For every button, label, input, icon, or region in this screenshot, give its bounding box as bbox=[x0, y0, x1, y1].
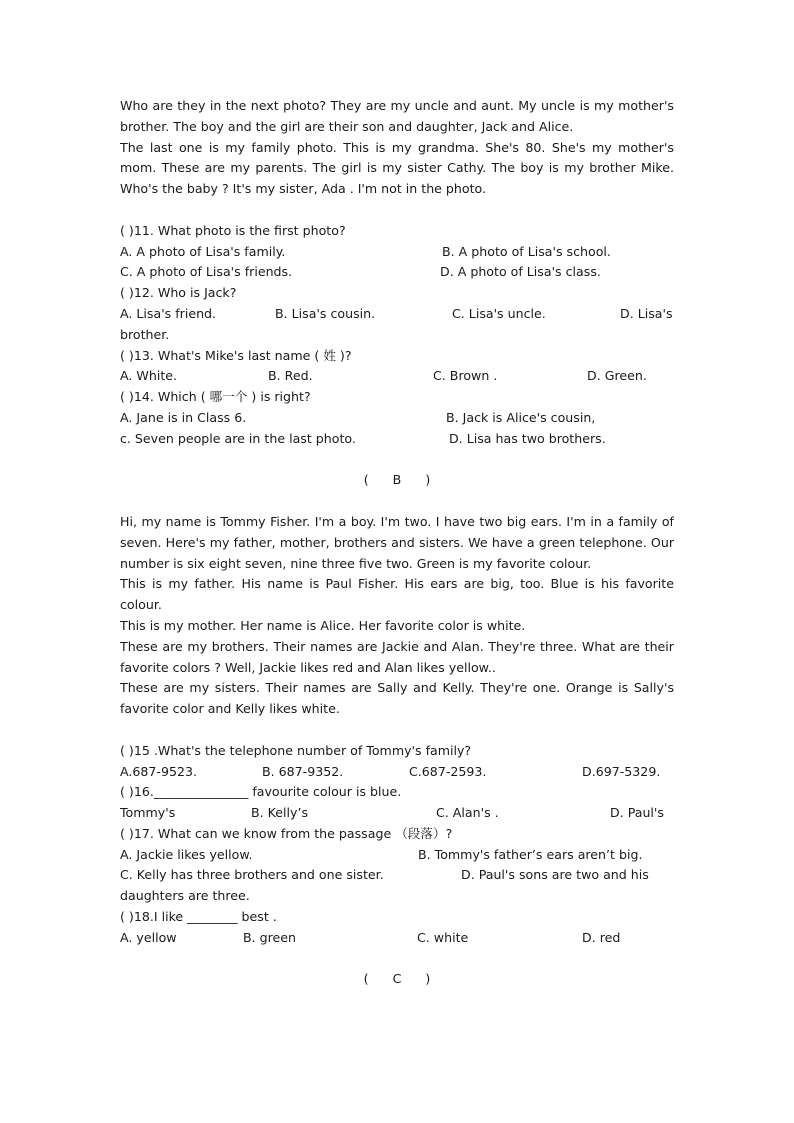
section-b-heading: ( B ) bbox=[363, 472, 431, 488]
question-12-option-d-continued: brother. bbox=[120, 326, 170, 342]
question-12-option-b: B. Lisa's cousin. bbox=[275, 305, 376, 321]
question-13-option-d: D. Green. bbox=[587, 368, 647, 384]
question-17-option-a: A. Jackie likes yellow. bbox=[120, 846, 253, 862]
question-11-options-row-2 bbox=[120, 262, 674, 283]
question-16-options-row bbox=[120, 803, 674, 824]
passage-b-paragraph-3: This is my mother. Her name is Alice. Her favorite color is white. bbox=[120, 617, 526, 633]
question-13-option-b: B. Red. bbox=[268, 368, 313, 384]
question-14-options-row-2 bbox=[120, 429, 674, 450]
question-16-option-b: B. Kelly’s bbox=[251, 805, 309, 821]
question-18-option-b: B. green bbox=[243, 929, 297, 945]
question-18-option-c: C. white bbox=[417, 929, 469, 945]
passage-b-paragraph-4: These are my brothers. Their names are Jackie and Alan. They're three. What are their favorite colors ? Well, Jackie likes red and Alan likes yellow.. bbox=[120, 638, 674, 675]
question-17-stem: ( )17. What can we know from the passage （段落）? bbox=[120, 825, 453, 841]
question-17-options-row-2 bbox=[120, 865, 674, 886]
question-16-option-a: Tommy's bbox=[120, 805, 176, 821]
question-17-option-d-continued: daughters are three. bbox=[120, 888, 250, 904]
question-17-option-b: B. Tommy's father’s ears aren’t big. bbox=[418, 846, 643, 862]
question-11-options-row-1 bbox=[120, 242, 674, 263]
question-12-option-d: D. Lisa's bbox=[620, 305, 673, 321]
question-18-stem: ( )18.I like ________ best . bbox=[120, 909, 277, 925]
question-15-option-b: B. 687-9352. bbox=[262, 763, 344, 779]
question-18-option-d: D. red bbox=[582, 929, 621, 945]
question-11-option-a: A. A photo of Lisa's family. bbox=[120, 243, 286, 259]
question-12-option-a: A. Lisa's friend. bbox=[120, 305, 217, 321]
passage-b-paragraph-2: This is my father. His name is Paul Fisher. His ears are big, too. Blue is his favorite colour. bbox=[120, 576, 674, 613]
question-11-option-d: D. A photo of Lisa's class. bbox=[440, 264, 601, 280]
question-15-option-c: C.687-2593. bbox=[409, 763, 487, 779]
question-15-option-d: D.697-5329. bbox=[582, 763, 661, 779]
question-11-stem: ( )11. What photo is the first photo? bbox=[120, 222, 346, 238]
question-12-options-row bbox=[120, 304, 674, 325]
question-18-option-a: A. yellow bbox=[120, 929, 177, 945]
question-13-options-row bbox=[120, 366, 674, 387]
question-17-options-row-1 bbox=[120, 845, 674, 866]
passage-b-paragraph-5: These are my sisters. Their names are Sally and Kelly. They're one. Orange is Sally's favorite color and Kelly likes white. bbox=[120, 680, 674, 717]
question-12-option-c: C. Lisa's uncle. bbox=[452, 305, 546, 321]
section-c-heading: ( C ) bbox=[363, 971, 431, 987]
question-14-option-d: D. Lisa has two brothers. bbox=[449, 430, 606, 446]
question-15-options-row bbox=[120, 762, 674, 783]
question-14-option-a: A. Jane is in Class 6. bbox=[120, 409, 247, 425]
question-15-stem: ( )15 .What's the telephone number of Tommy's family? bbox=[120, 742, 472, 758]
question-14-options-row-1 bbox=[120, 408, 674, 429]
question-17-option-d: D. Paul's sons are two and his bbox=[461, 867, 649, 883]
question-16-option-c: C. Alan's . bbox=[436, 805, 499, 821]
passage-a-paragraph-1: Who are they in the next photo? They are my uncle and aunt. My uncle is my mother's brother. The boy and the girl are their son and daughter, Jack and Alice. bbox=[120, 98, 674, 134]
question-11-option-b: B. A photo of Lisa's school. bbox=[442, 243, 611, 259]
question-13-stem: ( )13. What's Mike's last name ( 姓 )? bbox=[120, 347, 352, 363]
question-11-option-c: C. A photo of Lisa's friends. bbox=[120, 264, 293, 280]
question-14-stem: ( )14. Which ( 哪一个 ) is right? bbox=[120, 389, 311, 405]
question-14-option-c: c. Seven people are in the last photo. bbox=[120, 430, 356, 446]
question-14-option-b: B. Jack is Alice's cousin, bbox=[446, 409, 596, 425]
question-13-option-a: A. White. bbox=[120, 368, 178, 384]
question-13-option-c: C. Brown . bbox=[433, 368, 498, 384]
passage-a-paragraph-2: The last one is my family photo. This is my grandma. She's 80. She's my mother's mom. These are my parents. The girl is my sister Cathy. The boy is my brother Mike. Who's the baby ? It's my sister, Ada . I'm not in the photo. bbox=[120, 139, 674, 197]
question-16-option-d: D. Paul's bbox=[610, 805, 664, 821]
question-16-stem: ( )16._______________ favourite colour is blue. bbox=[120, 784, 402, 800]
question-12-stem: ( )12. Who is Jack? bbox=[120, 285, 237, 301]
passage-b-paragraph-1: Hi, my name is Tommy Fisher. I'm a boy. I'm two. I have two big ears. I'm in a family of seven. Here's my father, mother, brothers and sisters. We have a green telephone. Our number is six eight seven, nine three five two. Green is my favorite colour. bbox=[120, 513, 674, 571]
worksheet-page bbox=[120, 96, 674, 990]
question-18-options-row bbox=[120, 928, 674, 949]
question-17-option-c: C. Kelly has three brothers and one sister. bbox=[120, 867, 384, 883]
question-15-option-a: A.687-9523. bbox=[120, 763, 198, 779]
